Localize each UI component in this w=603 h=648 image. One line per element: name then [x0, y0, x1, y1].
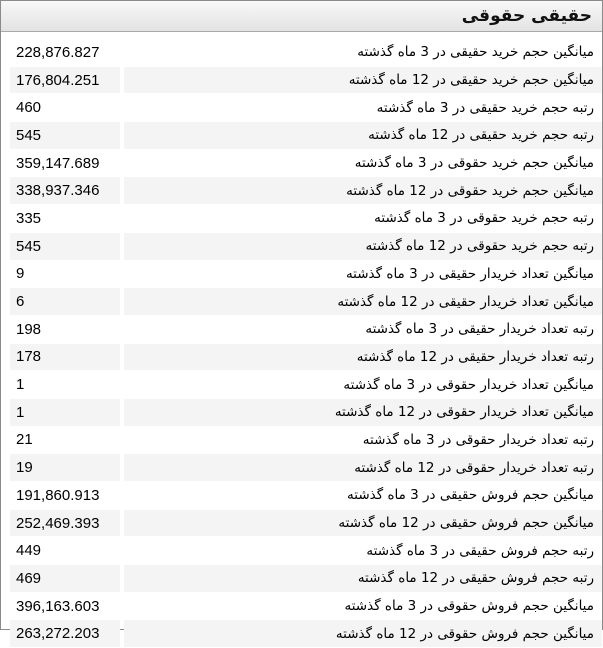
row-value: 21 — [10, 427, 120, 454]
row-label: میانگین تعداد خریدار حقیقی در 3 ماه گذشته — [124, 261, 602, 288]
row-label: رتبه تعداد خریدار حقیقی در 3 ماه گذشته — [124, 316, 602, 343]
row-value: 19 — [10, 454, 120, 481]
row-value: 469 — [10, 565, 120, 592]
table-row — [1, 288, 602, 316]
row-value: 178 — [10, 344, 120, 371]
row-label: میانگین حجم خرید حقوقی در 12 ماه گذشته — [124, 177, 602, 204]
row-value: 396,163.603 — [10, 593, 120, 620]
row-label: رتبه تعداد خریدار حقوقی در 12 ماه گذشته — [124, 454, 602, 481]
row-label: رتبه حجم خرید حقوقی در 12 ماه گذشته — [124, 233, 602, 260]
row-label: میانگین حجم خرید حقیقی در 12 ماه گذشته — [124, 67, 602, 94]
row-value: 228,876.827 — [10, 39, 120, 66]
row-value: 252,469.393 — [10, 510, 120, 537]
row-value: 359,147.689 — [10, 150, 120, 177]
row-value: 191,860.913 — [10, 482, 120, 509]
row-value: 1 — [10, 371, 120, 398]
row-label: میانگین حجم فروش حقیقی در 12 ماه گذشته — [124, 510, 602, 537]
row-value: 449 — [10, 537, 120, 564]
table-row — [1, 565, 602, 593]
table-row — [1, 150, 602, 178]
table-row — [1, 122, 602, 150]
table-row — [1, 94, 602, 122]
table-row — [1, 510, 602, 538]
row-value: 545 — [10, 122, 120, 149]
table-row — [1, 177, 602, 205]
stats-table — [1, 39, 602, 648]
table-row — [1, 67, 602, 95]
table-row — [1, 261, 602, 289]
row-label: رتبه تعداد خریدار حقوقی در 3 ماه گذشته — [124, 427, 602, 454]
row-label: رتبه حجم خرید حقیقی در 12 ماه گذشته — [124, 122, 602, 149]
row-value: 545 — [10, 233, 120, 260]
row-value: 338,937.346 — [10, 177, 120, 204]
row-value: 263,272.203 — [10, 620, 120, 647]
table-row — [1, 316, 602, 344]
table-row — [1, 399, 602, 427]
row-value: 460 — [10, 94, 120, 121]
row-label: میانگین حجم خرید حقیقی در 3 ماه گذشته — [124, 39, 602, 66]
row-label: میانگین حجم فروش حقوقی در 3 ماه گذشته — [124, 593, 602, 620]
table-row — [1, 593, 602, 621]
row-value: 1 — [10, 399, 120, 426]
row-value: 176,804.251 — [10, 67, 120, 94]
row-label: میانگین حجم خرید حقوقی در 3 ماه گذشته — [124, 150, 602, 177]
table-row — [1, 620, 602, 648]
row-label: میانگین حجم فروش حقیقی در 3 ماه گذشته — [124, 482, 602, 509]
row-value: 335 — [10, 205, 120, 232]
row-label: رتبه حجم فروش حقیقی در 3 ماه گذشته — [124, 537, 602, 564]
table-row — [1, 39, 602, 67]
row-value: 6 — [10, 288, 120, 315]
row-label: رتبه تعداد خریدار حقیقی در 12 ماه گذشته — [124, 344, 602, 371]
row-label: رتبه حجم خرید حقیقی در 3 ماه گذشته — [124, 94, 602, 121]
table-row — [1, 233, 602, 261]
table-row — [1, 205, 602, 233]
row-label: میانگین حجم فروش حقوقی در 12 ماه گذشته — [124, 620, 602, 647]
row-value: 9 — [10, 261, 120, 288]
table-row — [1, 482, 602, 510]
row-label: میانگین تعداد خریدار حقیقی در 12 ماه گذشته — [124, 288, 602, 315]
row-label: میانگین تعداد خریدار حقوقی در 12 ماه گذشته — [124, 399, 602, 426]
row-value: 198 — [10, 316, 120, 343]
table-row — [1, 454, 602, 482]
row-label: رتبه حجم فروش حقیقی در 12 ماه گذشته — [124, 565, 602, 592]
table-row — [1, 537, 602, 565]
table-row — [1, 371, 602, 399]
table-row — [1, 427, 602, 455]
row-label: رتبه حجم خرید حقوقی در 3 ماه گذشته — [124, 205, 602, 232]
table-row — [1, 344, 602, 372]
row-label: میانگین تعداد خریدار حقوقی در 3 ماه گذشته — [124, 371, 602, 398]
panel-title: حقیقی حقوقی — [461, 6, 592, 26]
panel-header — [1, 1, 602, 32]
